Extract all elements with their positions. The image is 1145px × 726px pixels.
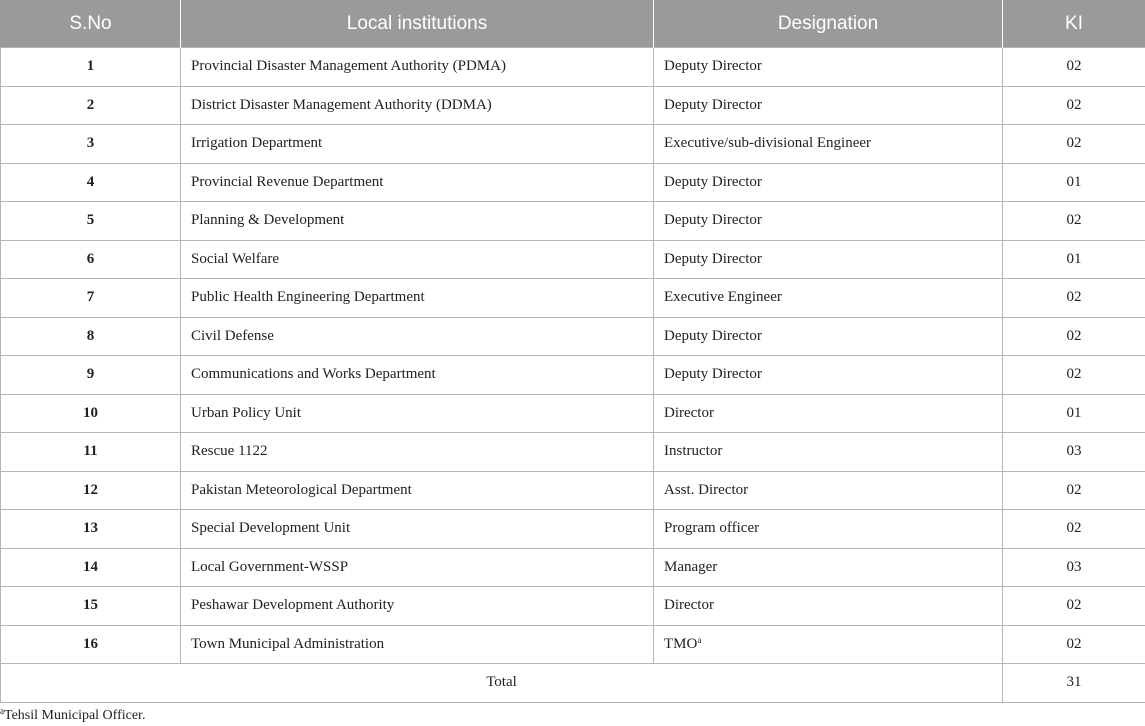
cell-institution: Social Welfare bbox=[181, 240, 654, 279]
cell-ki: 02 bbox=[1003, 86, 1145, 125]
cell-ki: 02 bbox=[1003, 471, 1145, 510]
table-footnote bbox=[0, 708, 145, 724]
cell-sno: 9 bbox=[1, 356, 181, 395]
cell-ki: 02 bbox=[1003, 317, 1145, 356]
cell-institution: District Disaster Management Authority (DDMA) bbox=[181, 86, 654, 125]
cell-designation: Executive/sub-divisional Engineer bbox=[654, 125, 1003, 164]
table-row bbox=[1, 356, 1145, 395]
cell-institution: Planning & Development bbox=[181, 202, 654, 241]
total-ki: 31 bbox=[1003, 664, 1145, 703]
total-label: Total bbox=[1, 664, 1003, 703]
cell-designation: Deputy Director bbox=[654, 202, 1003, 241]
table-row bbox=[1, 587, 1145, 626]
cell-designation: Executive Engineer bbox=[654, 279, 1003, 318]
table-header-row bbox=[1, 0, 1145, 48]
cell-institution: Rescue 1122 bbox=[181, 433, 654, 472]
cell-ki: 02 bbox=[1003, 587, 1145, 626]
cell-institution: Public Health Engineering Department bbox=[181, 279, 654, 318]
designation-text: TMO bbox=[664, 635, 698, 652]
cell-sno: 12 bbox=[1, 471, 181, 510]
cell-institution: Civil Defense bbox=[181, 317, 654, 356]
cell-designation: Instructor bbox=[654, 433, 1003, 472]
table-row bbox=[1, 86, 1145, 125]
cell-sno: 5 bbox=[1, 202, 181, 241]
table-row bbox=[1, 125, 1145, 164]
total-row bbox=[1, 664, 1145, 703]
cell-ki: 02 bbox=[1003, 125, 1145, 164]
footnote-marker: a bbox=[0, 706, 4, 716]
cell-ki: 02 bbox=[1003, 48, 1145, 87]
cell-institution: Peshawar Development Authority bbox=[181, 587, 654, 626]
cell-designation: Director bbox=[654, 394, 1003, 433]
cell-sno: 7 bbox=[1, 279, 181, 318]
cell-ki: 02 bbox=[1003, 279, 1145, 318]
table-row bbox=[1, 279, 1145, 318]
table-row bbox=[1, 625, 1145, 664]
cell-sno: 11 bbox=[1, 433, 181, 472]
cell-ki: 03 bbox=[1003, 548, 1145, 587]
table-row bbox=[1, 317, 1145, 356]
table-row bbox=[1, 471, 1145, 510]
table-row bbox=[1, 510, 1145, 549]
cell-sno: 14 bbox=[1, 548, 181, 587]
cell-ki: 02 bbox=[1003, 510, 1145, 549]
cell-institution: Urban Policy Unit bbox=[181, 394, 654, 433]
cell-designation: Deputy Director bbox=[654, 48, 1003, 87]
cell-ki: 02 bbox=[1003, 356, 1145, 395]
cell-institution: Special Development Unit bbox=[181, 510, 654, 549]
cell-sno: 6 bbox=[1, 240, 181, 279]
cell-institution: Irrigation Department bbox=[181, 125, 654, 164]
cell-sno: 4 bbox=[1, 163, 181, 202]
cell-sno: 1 bbox=[1, 48, 181, 87]
header-designation: Designation bbox=[654, 0, 1003, 48]
cell-ki: 02 bbox=[1003, 202, 1145, 241]
cell-institution: Local Government-WSSP bbox=[181, 548, 654, 587]
cell-sno: 8 bbox=[1, 317, 181, 356]
cell-sno: 10 bbox=[1, 394, 181, 433]
table-row bbox=[1, 163, 1145, 202]
cell-sno: 13 bbox=[1, 510, 181, 549]
cell-designation: Asst. Director bbox=[654, 471, 1003, 510]
footnote-marker: a bbox=[697, 634, 702, 645]
table-row bbox=[1, 202, 1145, 241]
cell-designation bbox=[654, 625, 1003, 664]
cell-sno: 15 bbox=[1, 587, 181, 626]
cell-designation: Deputy Director bbox=[654, 317, 1003, 356]
cell-institution: Communications and Works Department bbox=[181, 356, 654, 395]
cell-designation: Deputy Director bbox=[654, 356, 1003, 395]
table-row bbox=[1, 240, 1145, 279]
cell-sno: 3 bbox=[1, 125, 181, 164]
cell-ki: 01 bbox=[1003, 240, 1145, 279]
cell-ki: 01 bbox=[1003, 163, 1145, 202]
footnote-text: Tehsil Municipal Officer. bbox=[4, 708, 146, 723]
cell-ki: 01 bbox=[1003, 394, 1145, 433]
cell-designation: Deputy Director bbox=[654, 86, 1003, 125]
cell-institution: Pakistan Meteorological Department bbox=[181, 471, 654, 510]
cell-designation: Program officer bbox=[654, 510, 1003, 549]
header-institution: Local institutions bbox=[181, 0, 654, 48]
table-row bbox=[1, 433, 1145, 472]
cell-sno: 2 bbox=[1, 86, 181, 125]
cell-designation: Manager bbox=[654, 548, 1003, 587]
table-row bbox=[1, 394, 1145, 433]
cell-designation: Deputy Director bbox=[654, 163, 1003, 202]
cell-designation: Deputy Director bbox=[654, 240, 1003, 279]
header-sno: S.No bbox=[1, 0, 181, 48]
cell-ki: 02 bbox=[1003, 625, 1145, 664]
cell-institution: Provincial Revenue Department bbox=[181, 163, 654, 202]
cell-ki: 03 bbox=[1003, 433, 1145, 472]
cell-institution: Provincial Disaster Management Authority (PDMA) bbox=[181, 48, 654, 87]
cell-institution: Town Municipal Administration bbox=[181, 625, 654, 664]
table-row bbox=[1, 548, 1145, 587]
header-ki: KI bbox=[1003, 0, 1145, 48]
cell-sno: 16 bbox=[1, 625, 181, 664]
cell-designation: Director bbox=[654, 587, 1003, 626]
table-row bbox=[1, 48, 1145, 87]
